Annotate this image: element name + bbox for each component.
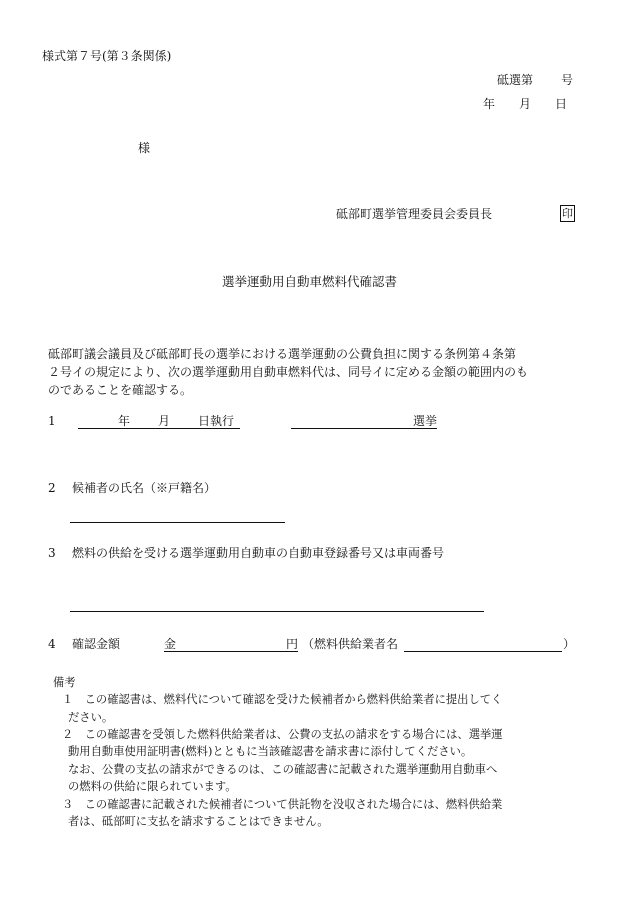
seal-mark: 印 bbox=[562, 207, 573, 220]
item-1-date-field[interactable] bbox=[78, 413, 240, 429]
document-number-suffix: 号 bbox=[561, 73, 574, 87]
item-4-label: 確認金額 bbox=[72, 637, 121, 651]
item-2-label: 候補者の氏名（※戸籍名） bbox=[72, 481, 217, 495]
item-4-kin: 金 bbox=[164, 637, 177, 651]
item-2 bbox=[48, 480, 56, 496]
note-line-1: １ この確認書は、燃料代について確認を受けた候補者から燃料供給業者に提出してく bbox=[62, 693, 503, 706]
item-3-label: 燃料の供給を受ける選挙運動用自動車の自動車登録番号又は車両番号 bbox=[72, 546, 445, 560]
item-1-election: 選挙 bbox=[412, 414, 437, 428]
item-4-supplier-label: （燃料供給業者名 bbox=[302, 637, 399, 651]
document-number bbox=[497, 72, 573, 88]
item-1-day: 日執行 bbox=[198, 414, 235, 428]
item-2-name-line[interactable] bbox=[70, 522, 285, 523]
item-2-number: 2 bbox=[48, 481, 56, 495]
body-line-3: のであることを確認する。 bbox=[48, 383, 193, 397]
addressee-suffix: 様 bbox=[138, 141, 151, 155]
item-1 bbox=[48, 413, 56, 429]
item-4-supplier-line[interactable] bbox=[404, 651, 562, 652]
note-line-3: ２ この確認書を受領した燃料供給業者は、公費の支払の請求をする場合には、選挙運 bbox=[62, 728, 503, 741]
item-4 bbox=[48, 636, 56, 652]
document-title: 選挙運動用自動車燃料代確認書 bbox=[222, 274, 398, 289]
notes-heading: 備考 bbox=[53, 676, 76, 689]
body-line-1: 砥部町議会議員及び砥部町長の選挙における選挙運動の公費負担に関する条例第４条第 bbox=[48, 347, 517, 361]
item-1-month: 月 bbox=[158, 414, 171, 428]
item-4-number: 4 bbox=[48, 637, 56, 651]
issuer-seal bbox=[560, 205, 575, 222]
date-year: 年 bbox=[483, 97, 496, 111]
item-4-amount-field[interactable] bbox=[164, 636, 298, 652]
form-number: 様式第７号(第３条関係) bbox=[42, 49, 172, 63]
document-number-prefix: 砥選第 bbox=[497, 73, 534, 87]
item-1-number: 1 bbox=[48, 414, 56, 428]
item-4-close: ） bbox=[563, 637, 576, 651]
date-day: 日 bbox=[555, 97, 568, 111]
note-line-6: の燃料の供給に限られています。 bbox=[68, 780, 237, 793]
issuer-title: 砥部町選挙管理委員会委員長 bbox=[336, 207, 493, 221]
note-line-8: 者は、砥部町に支払を請求することはできません。 bbox=[68, 815, 329, 828]
note-line-4: 動用自動車使用証明書(燃料)とともに当該確認書を請求書に添付してください。 bbox=[68, 745, 473, 758]
item-4-yen: 円 bbox=[285, 637, 298, 651]
item-3 bbox=[48, 545, 56, 561]
item-1-election-field[interactable] bbox=[291, 413, 437, 429]
item-3-number: 3 bbox=[48, 546, 56, 560]
item-3-number-line[interactable] bbox=[70, 611, 484, 612]
note-line-5: なお、公費の支払の請求ができるのは、この確認書に記載された選挙運動用自動車へ bbox=[68, 763, 498, 776]
issue-date bbox=[483, 96, 567, 112]
note-line-7: ３ この確認書に記載された候補者について供託物を没収された場合には、燃料供給業 bbox=[62, 798, 503, 811]
body-line-2: ２号イの規定により、次の選挙運動用自動車燃料代は、同号イに定める金額の範囲内のも bbox=[48, 365, 529, 379]
item-1-year: 年 bbox=[118, 414, 131, 428]
date-month: 月 bbox=[519, 97, 532, 111]
note-line-2: ださい。 bbox=[68, 711, 114, 724]
